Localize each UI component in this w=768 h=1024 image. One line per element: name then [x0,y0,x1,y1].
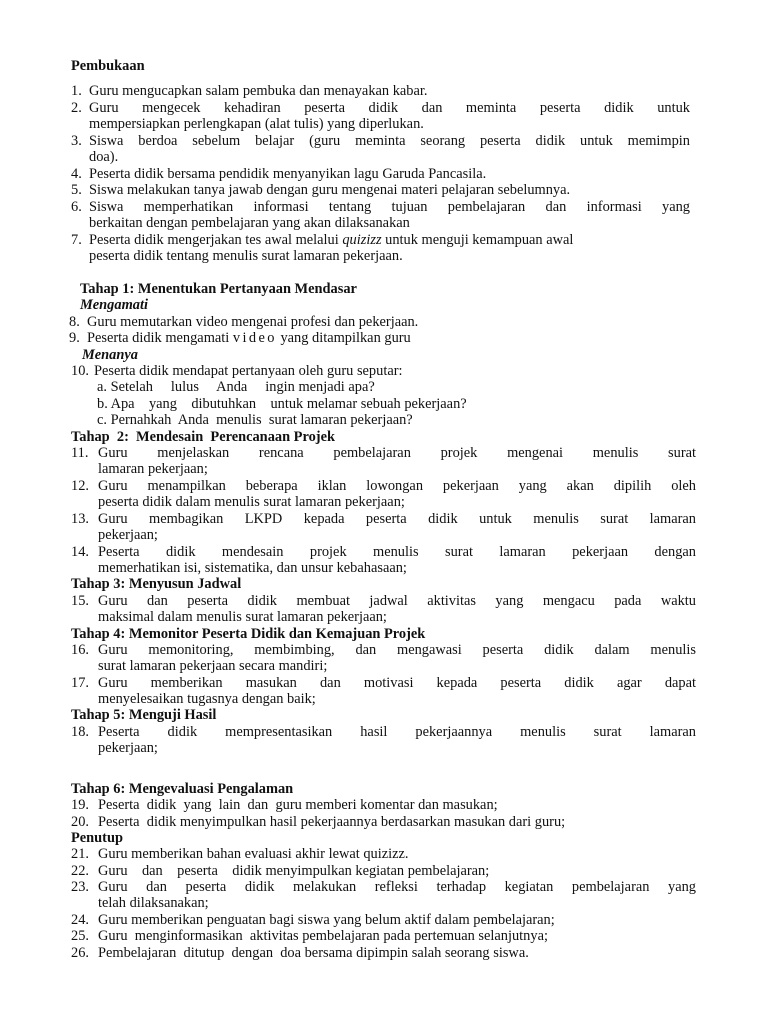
document-page: Pembukaan 1. Guru mengucapkan salam pembuka dan menayakan kabar. 2. Guru mengecek kehadiran peserta didik dan meminta peserta didik untuk mempersiapkan perlengkapan (alat tulis) yang diperlukan. 3. Siswa berdoa sebelum belajar (guru meminta seorang peserta didik untuk memimpin doa). 4. Peserta didik bersama pendidik menyanyikan lagu Garuda Pancasila. 5. Siswa melakukan tanya jawab dengan guru mengenai materi pelajaran sebelumnya. 6. Siswa memperhatikan informasi tentang tujuan pembelajaran dan informasi yang berkaitan dengan pembelajaran yang akan dilaksanakan 7. Peserta didik mengerjakan tes awal melalui quizizz untuk menguji kemampuan awal peserta didik tentang menulis surat lamaran pekerjaan. Tahap 1: Menentukan Pertanyaan Mendasar Mengamati 8. Guru memutarkan video mengenai profesi dan pekerjaan. 9. Peserta didik mengamati video yang ditampilkan guru Menanya 10. Peserta didik mendapat pertanyaan oleh guru seputar: a. Setelah lulus Anda ingin menjadi apa? b. Apa yang dibutuhkan untuk melamar sebuah pekerjaan? c. Pernahkah Anda menulis surat lamaran pekerjaan? Tahap 2: Mendesain Perencanaan Projek 11. Guru menjelaskan rencana pembelajaran projek mengenai menulis surat lamaran pekerjaan; 12. Guru menampilkan beberapa iklan lowongan pekerjaan yang akan dipilih oleh peserta didik dalam menulis surat lamaran pekerjaan; 13. Guru membagikan LKPD kepada peserta didik untuk menulis surat lamaran pekerjaan; 14. Peserta didik mendesain projek menulis surat lamaran pekerjaan dengan memerhatikan isi, sistematika, dan unsur kebahasaan; Tahap 3: Menyusun Jadwal 15. Guru dan peserta didik membuat jadwal aktivitas yang mengacu pada waktu maksimal dalam menulis surat lamaran pekerjaan; Tahap 4: Memonitor Peserta Didik dan Kemajuan Projek 16. Guru memonitoring, membimbing, dan mengawasi peserta didik dalam menulis surat lamaran pekerjaan secara mandiri; 17. Guru memberikan masukan dan motivasi kepada peserta didik agar dapat menyelesaikan tugasnya dengan baik; Tahap 5: Menguji Hasil 18. Peserta didik mempresentasikan hasil pekerjaannya menulis surat lamaran pekerjaan; Tahap 6: Mengevaluasi Pengalaman 19. Peserta didik yang lain dan guru memberi komentar dan masukan; 20. Peserta didik menyimpulkan hasil pekerjaannya berdasarkan masukan dari guru; Penutup 21. Guru memberikan bahan evaluasi akhir lewat quizizz. 22. Guru dan peserta didik menyimpulkan kegiatan pembelajaran; 23. Guru dan peserta didik melakukan refleksi terhadap kegiatan pembelajaran yang telah dilaksanakan; 24. Guru memberikan penguatan bagi siswa yang belum aktif dalam pembelajaran; 25. Guru menginformasikan aktivitas pembelajaran pada pertemuan selanjutnya; 26. Pembelajaran ditutup dengan doa bersama dipimpin salah seorang siswa. [69,58,696,961]
